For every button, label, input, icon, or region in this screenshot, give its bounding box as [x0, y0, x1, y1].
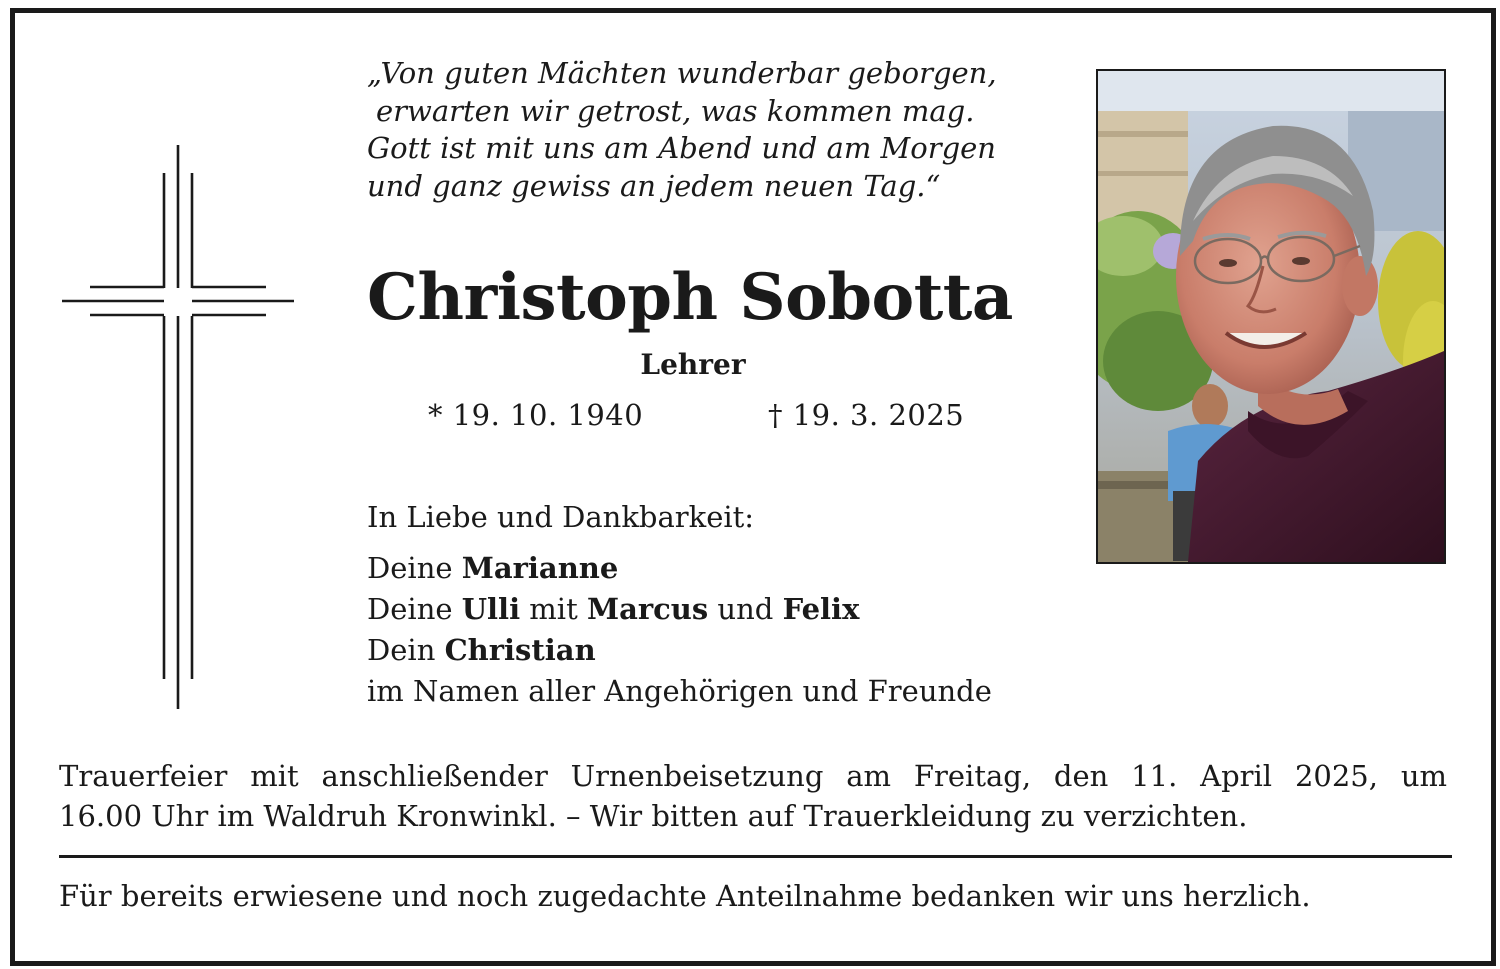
divider: [59, 855, 1452, 858]
ceremony-info: [59, 756, 1447, 836]
family-member-name: Ulli: [461, 592, 521, 626]
family-member-name: Marcus: [586, 592, 709, 626]
deceased-name: Christoph Sobotta: [367, 260, 1013, 335]
family-prefix: Deine: [367, 592, 462, 626]
quote-line: Gott ist mit uns am Abend und am Morgen: [367, 131, 996, 165]
cross-icon: [60, 143, 296, 711]
death-date: † 19. 3. 2025: [768, 398, 965, 432]
family-list: [367, 548, 992, 712]
quote-line: „Von guten Mächten wunderbar geborgen,: [367, 56, 997, 90]
family-line: im Namen aller Angehörigen und Freunde: [367, 674, 992, 708]
family-connector: mit: [520, 592, 587, 626]
quote-line: und ganz gewiss an jedem neuen Tag.“: [367, 168, 941, 203]
family-prefix: Deine: [367, 551, 462, 585]
quote: [367, 55, 1067, 205]
portrait-illustration: [1098, 71, 1444, 562]
family-member-name: Christian: [444, 633, 596, 667]
family-member-name: Felix: [782, 592, 860, 626]
closing-thanks: Für bereits erwiesene und noch zugedachte Anteilnahme bedanken wir uns herzlich.: [59, 879, 1311, 913]
family-connector: und: [708, 592, 783, 626]
family-line: [367, 548, 992, 589]
family-prefix: Dein: [367, 633, 445, 667]
ceremony-line: 16.00 Uhr im Waldruh Kronwinkl. – Wir bitten auf Trauerkleidung zu verzichten.: [59, 799, 1248, 833]
family-line: [367, 630, 992, 671]
ceremony-line: Trauerfeier mit anschließender Urnenbeisetzung am Freitag, den 11. April 2025, um: [59, 759, 1447, 793]
quote-line: erwarten wir getrost, was kommen mag.: [376, 93, 975, 128]
family-line: [367, 589, 992, 630]
birth-date: * 19. 10. 1940: [428, 398, 644, 432]
portrait-photo: [1096, 69, 1446, 564]
profession: Lehrer: [640, 348, 746, 381]
thanks-intro: In Liebe und Dankbarkeit:: [367, 500, 755, 534]
family-member-name: Marianne: [461, 551, 619, 585]
